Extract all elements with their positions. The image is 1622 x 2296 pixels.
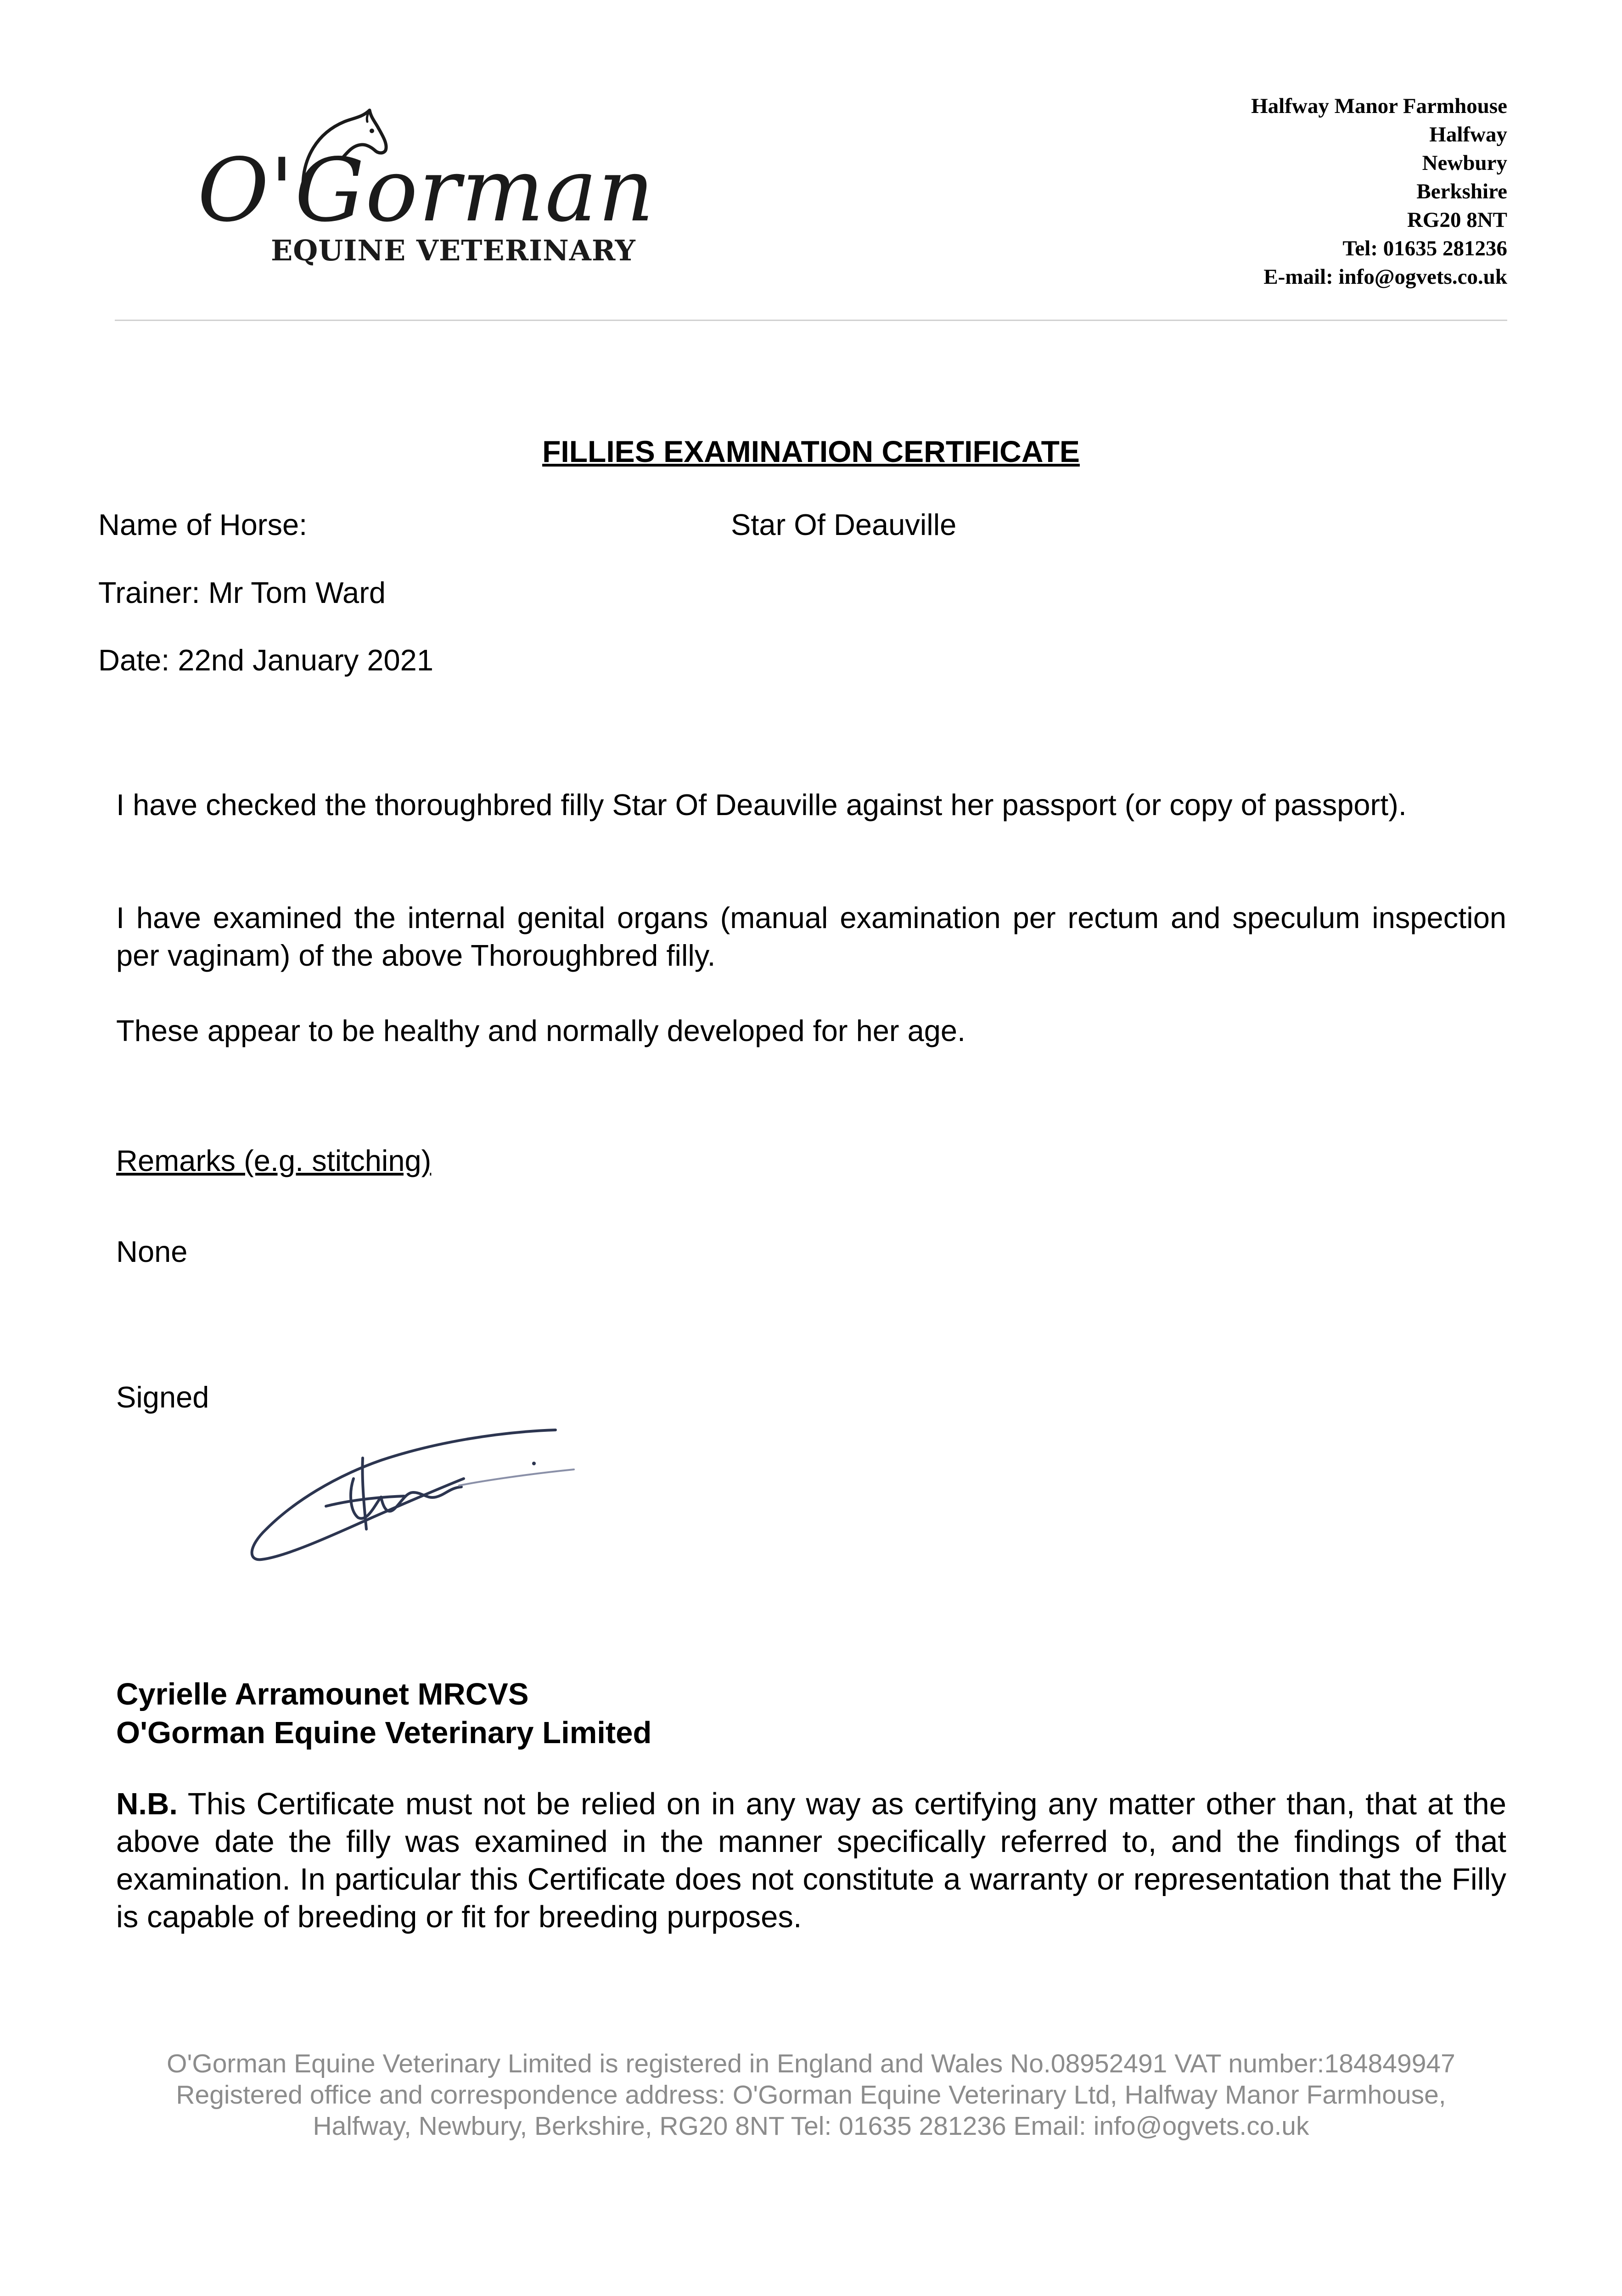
address-block bbox=[1251, 92, 1507, 291]
address-email: E-mail: info@ogvets.co.uk bbox=[1263, 265, 1507, 289]
header-divider bbox=[115, 320, 1507, 321]
address-phone: Tel: 01635 281236 bbox=[1342, 236, 1507, 260]
date-field: Date: 22nd January 2021 bbox=[98, 643, 433, 677]
address-line: Halfway Manor Farmhouse bbox=[1251, 94, 1507, 118]
remarks-value: None bbox=[116, 1235, 188, 1268]
disclaimer-prefix: N.B. bbox=[116, 1787, 178, 1821]
body-paragraph-examination: I have examined the internal genital organs (manual examination per rectum and speculum inspection per vaginam) of the above Thoroughbred filly. bbox=[116, 901, 1506, 972]
footer-line: Halfway, Newbury, Berkshire, RG20 8NT Tel: 01635 281236 Email: info@ogvets.co.uk bbox=[313, 2111, 1309, 2141]
logo-subtitle: EQUINE VETERINARY bbox=[271, 234, 636, 267]
body-paragraph-findings: These appear to be healthy and normally developed for her age. bbox=[116, 1014, 966, 1047]
footer bbox=[0, 2048, 1622, 2142]
signatory-name: Cyrielle Arramounet MRCVS bbox=[116, 1677, 529, 1711]
address-line: RG20 8NT bbox=[1407, 208, 1507, 232]
address-line: Newbury bbox=[1422, 151, 1507, 175]
footer-line: O'Gorman Equine Veterinary Limited is registered in England and Wales No.08952491 VAT number:184849947 bbox=[167, 2049, 1455, 2078]
handwritten-signature bbox=[243, 1424, 583, 1589]
remarks-heading: Remarks (e.g. stitching) bbox=[116, 1144, 432, 1177]
disclaimer-text: This Certificate must not be relied on in any way as certifying any matter other than, that at the above date the filly was examined in the manner specifically referred to, and the findings of that examination. In particular this Certificate does not constitute a warranty or representation that the Filly is capable of breeding or fit for breeding purposes. bbox=[116, 1787, 1506, 1934]
signatory-company: O'Gorman Equine Veterinary Limited bbox=[116, 1716, 652, 1750]
horse-name-label: Name of Horse: bbox=[98, 508, 308, 541]
disclaimer bbox=[116, 1785, 1506, 1936]
signed-label: Signed bbox=[116, 1380, 209, 1414]
horse-name-value: Star Of Deauville bbox=[731, 508, 957, 541]
trainer-field: Trainer: Mr Tom Ward bbox=[98, 576, 386, 609]
logo-wordmark: O'Gorman bbox=[197, 140, 655, 241]
address-line: Berkshire bbox=[1416, 180, 1507, 203]
footer-line: Registered office and correspondence address: O'Gorman Equine Veterinary Ltd, Halfway Manor Farmhouse, bbox=[176, 2080, 1446, 2110]
body-paragraph-passport: I have checked the thoroughbred filly Star Of Deauville against her passport (or copy of passport). bbox=[116, 788, 1407, 822]
certificate-title: FILLIES EXAMINATION CERTIFICATE bbox=[542, 434, 1080, 468]
signatory bbox=[116, 1675, 651, 1752]
address-line: Halfway bbox=[1429, 123, 1507, 146]
